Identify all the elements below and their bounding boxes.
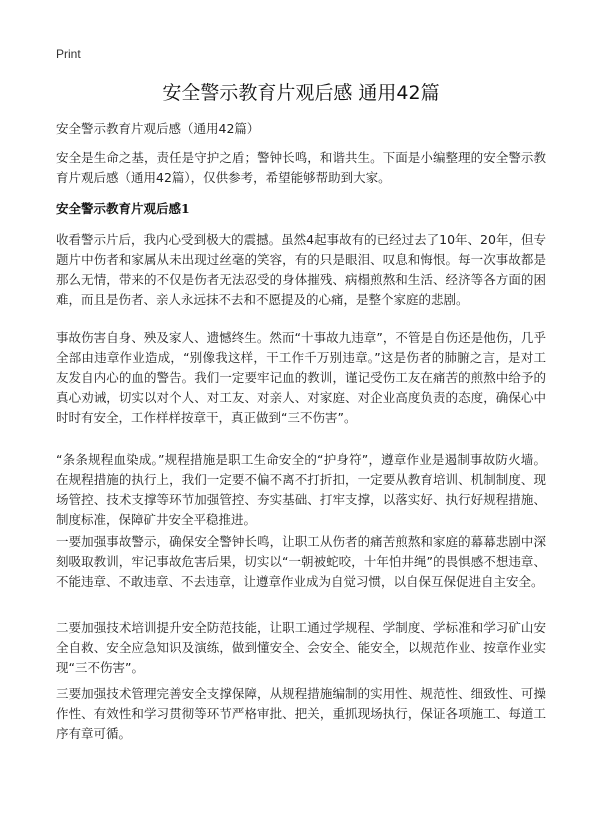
print-link[interactable]: Print	[56, 47, 81, 61]
paragraph-4: 一要加强事故警示，确保安全警钟长鸣，让职工从伤者的痛苦煎熬和家庭的幕幕悲剧中深刻吸取教训，牢记事故危害后果，切实以“一朝被蛇咬，十年怕井绳”的畏惧感不想违章、不能违章、不敢违章、不去违章，让遵章作业成为自觉习惯，以自保互保促进自主安全。	[56, 534, 546, 589]
paragraph-6: 三要加强技术管理完善安全支撑保障，从规程措施编制的实用性、规范性、细致性、可操作性、有效性和学习贯彻等环节严格审批、把关，重抓现场执行，保证各项施工、每道工序有章可循。	[56, 686, 546, 741]
intro-paragraph: 安全是生命之基，责任是守护之盾；警钟长鸣，和谐共生。下面是小编整理的安全警示教育片观后感（通用42篇），仅供参考，希望能够帮助到大家。	[56, 150, 546, 185]
paragraph-3: “条条规程血染成。”规程措施是职工生命安全的“护身符”，遵章作业是遏制事故防火墙。在规程措施的执行上，我们一定要不偏不离不打折扣，一定要从教育培训、机制制度、现场管控、技术支撑等环节加强管控、夯实基础、打牢支撑，以落实好、执行好规程措施、制度标准，保障矿井安全平稳推进。	[56, 452, 546, 527]
paragraph-1: 收看警示片后，我内心受到极大的震撼。虽然4起事故有的已经过去了10年、20年，但专题片中伤者和家属从未出现过丝毫的笑容，有的只是眼泪、叹息和悔恨。每一次事故都是那么无情，带来的不仅是伤者无法忍受的身体摧残、病榻煎熬和生活、经济等各方面的困难，而且是伤者、亲人永远抹不去和不愿提及的心痛，是整个家庭的悲剧。	[56, 232, 546, 307]
section-heading: 安全警示教育片观后感1	[56, 201, 190, 216]
document-title: 安全警示教育片观后感 通用42篇	[162, 82, 440, 104]
document-subtitle: 安全警示教育片观后感（通用42篇）	[56, 121, 260, 136]
paragraph-2: 事故伤害自身、殃及家人、遗憾终生。然而“十事故九违章”，不管是自伤还是他伤，几乎全部由违章作业造成，“别像我这样，干工作千万别违章。”这是伤者的肺腑之言，是对工友发自内心的血的警告。我们一定要牢记血的教训，谨记受伤工友在痛苦的煎熬中给予的真心劝诫，切实以对个人、对工友、对亲人、对家庭、对企业高度负责的态度，确保心中时时有安全，工作样样按章干，真正做到“三不伤害”。	[56, 330, 546, 425]
paragraph-5: 二要加强技术培训提升安全防范技能，让职工通过学规程、学制度、学标准和学习矿山安全自救、安全应急知识及演练，做到懂安全、会安全、能安全，以规范作业、按章作业实现“三不伤害”。	[56, 620, 546, 675]
